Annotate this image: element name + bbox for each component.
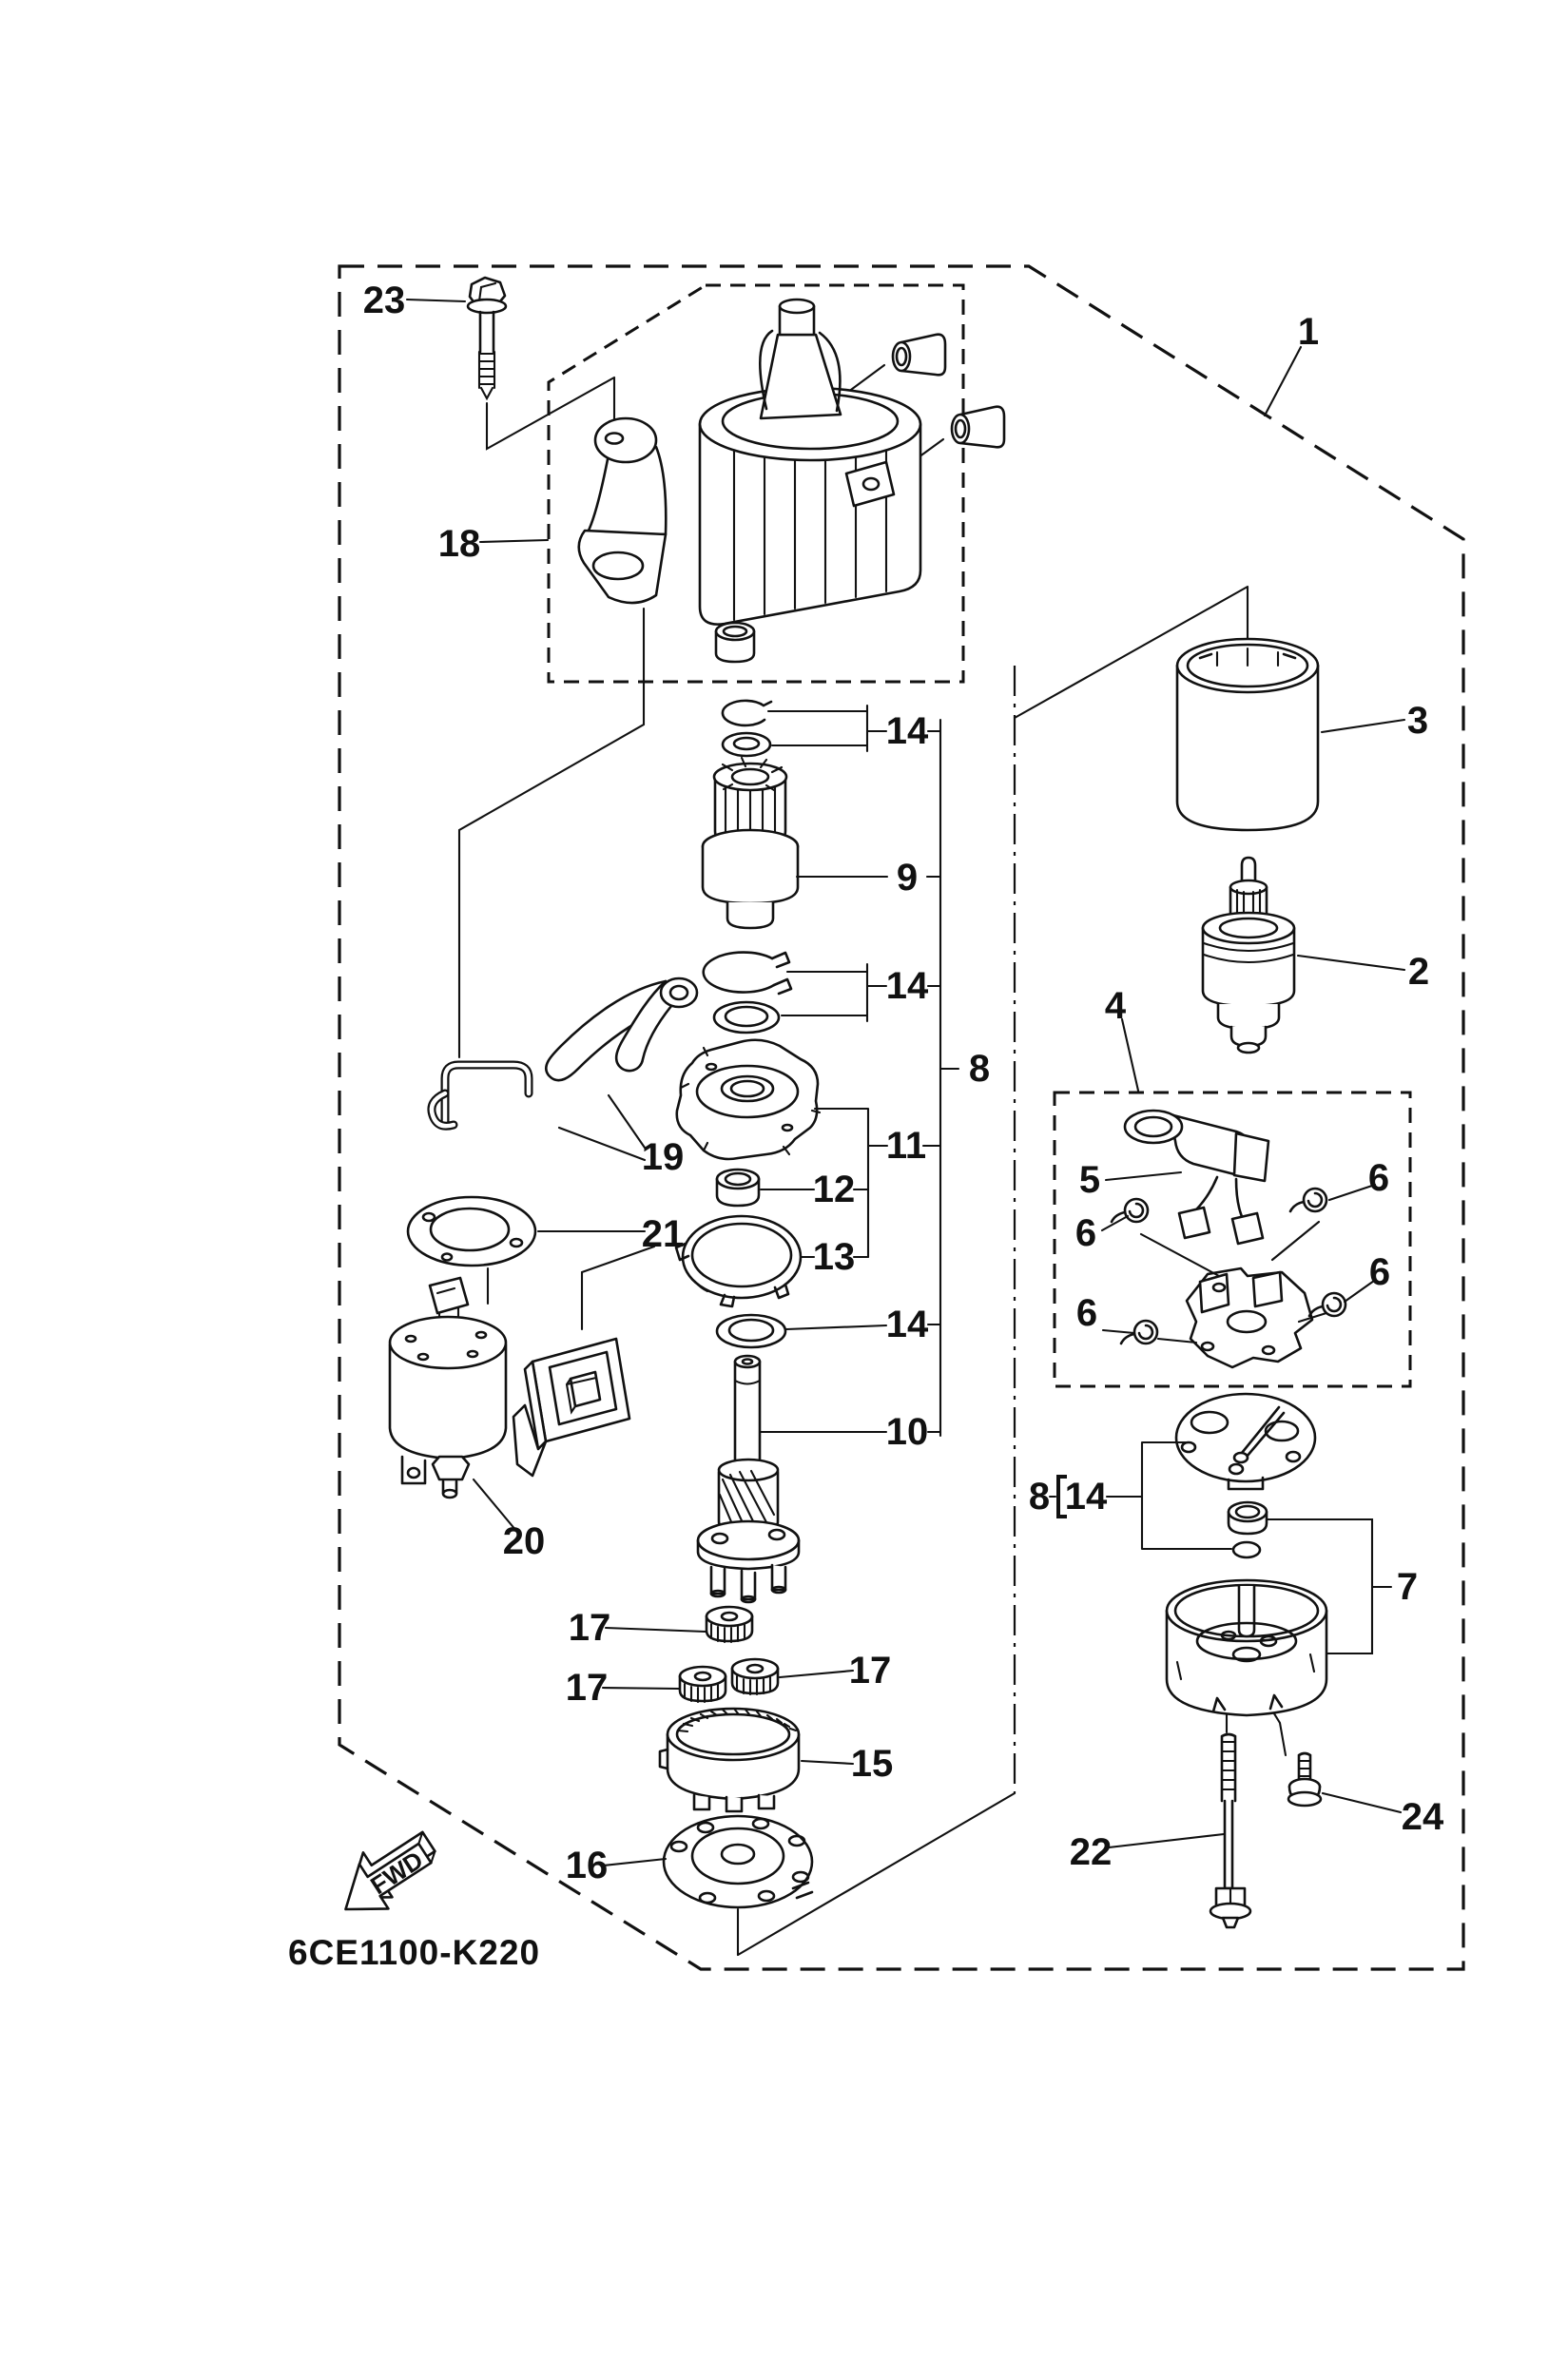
callout-10: 10 <box>885 1411 929 1453</box>
planet-gear-17-left <box>680 1667 726 1702</box>
fwd-arrow <box>325 1819 448 1928</box>
end-cap-7 <box>1167 1580 1326 1715</box>
assembly-axis-lines <box>459 365 1286 1955</box>
callout-15: 15 <box>850 1743 894 1785</box>
brush-set-5 <box>1125 1111 1268 1244</box>
callout-7: 7 <box>1396 1566 1419 1608</box>
callout-17a: 17 <box>568 1607 611 1649</box>
flange-bolt-23 <box>468 278 506 398</box>
callout-13: 13 <box>812 1236 856 1278</box>
callout-4: 4 <box>1104 985 1127 1027</box>
wire-clip-19 <box>432 1065 529 1126</box>
armature-shaft-10 <box>698 1356 799 1602</box>
callout-14d: 14 <box>1064 1476 1108 1518</box>
snap-clip-14b <box>704 953 791 994</box>
yoke-housing-3 <box>1177 639 1318 830</box>
callout-18: 18 <box>437 523 481 565</box>
armature-2 <box>1203 858 1294 1053</box>
callout-20: 20 <box>502 1520 546 1562</box>
starter-motor-assembly <box>579 300 1004 662</box>
brush-holder-base-4 <box>1141 1222 1329 1367</box>
callout-6b: 6 <box>1074 1212 1097 1254</box>
gasket-ring-21 <box>408 1197 535 1266</box>
brush-spring-6-top-right <box>1290 1189 1326 1211</box>
callout-9: 9 <box>896 857 919 899</box>
small-washer-14d <box>1233 1542 1260 1557</box>
callout-22: 22 <box>1069 1831 1113 1873</box>
through-bolt-22 <box>1210 1734 1250 1927</box>
callout-14c: 14 <box>885 1304 929 1345</box>
callout-2: 2 <box>1407 951 1430 993</box>
brush-spring-6-right <box>1309 1293 1345 1316</box>
callout-12: 12 <box>812 1169 856 1210</box>
callout-6a: 6 <box>1367 1157 1390 1199</box>
callout-8a: 8 <box>968 1048 991 1090</box>
washer-14c <box>717 1315 785 1347</box>
drive-housing-11 <box>677 1040 820 1159</box>
pinion-gear-9 <box>703 758 798 928</box>
drawing-code: 6CE1100-K220 <box>288 1933 541 1972</box>
callout-21: 21 <box>641 1213 685 1255</box>
end-bushing-7a <box>1229 1502 1267 1534</box>
commutator-end-plate <box>1176 1394 1315 1489</box>
callout-3: 3 <box>1406 700 1429 742</box>
callout-8b: 8 <box>1028 1476 1051 1518</box>
tap-screw-24 <box>1288 1753 1321 1806</box>
brush-spring-6-left <box>1112 1199 1148 1222</box>
bushing-12 <box>717 1170 759 1206</box>
callout-14b: 14 <box>885 965 929 1007</box>
ring-gear-15 <box>660 1709 799 1811</box>
callout-24: 24 <box>1401 1796 1444 1838</box>
planet-gear-17-right <box>732 1659 778 1694</box>
callout-6d: 6 <box>1075 1292 1098 1334</box>
callout-1: 1 <box>1297 311 1320 353</box>
washer-14a <box>723 733 770 756</box>
callout-5: 5 <box>1078 1159 1101 1201</box>
e-clip-14a <box>723 701 771 725</box>
end-plate-16 <box>664 1816 812 1907</box>
callout-19: 19 <box>641 1136 685 1178</box>
rubber-mount-21 <box>513 1339 629 1476</box>
fwd-label: FWD <box>365 1845 429 1901</box>
solenoid-20 <box>390 1278 506 1498</box>
callout-16: 16 <box>565 1845 609 1886</box>
callout-6c: 6 <box>1368 1251 1391 1293</box>
washer-14b <box>714 1002 779 1033</box>
planet-gear-17-top <box>707 1607 752 1642</box>
lock-plate-13 <box>676 1216 801 1306</box>
callout-14a: 14 <box>885 710 929 752</box>
callout-23: 23 <box>362 280 406 321</box>
callout-11: 11 <box>885 1125 927 1167</box>
callout-17b: 17 <box>565 1667 609 1709</box>
callout-17c: 17 <box>848 1650 892 1692</box>
shift-fork-19 <box>546 978 697 1080</box>
